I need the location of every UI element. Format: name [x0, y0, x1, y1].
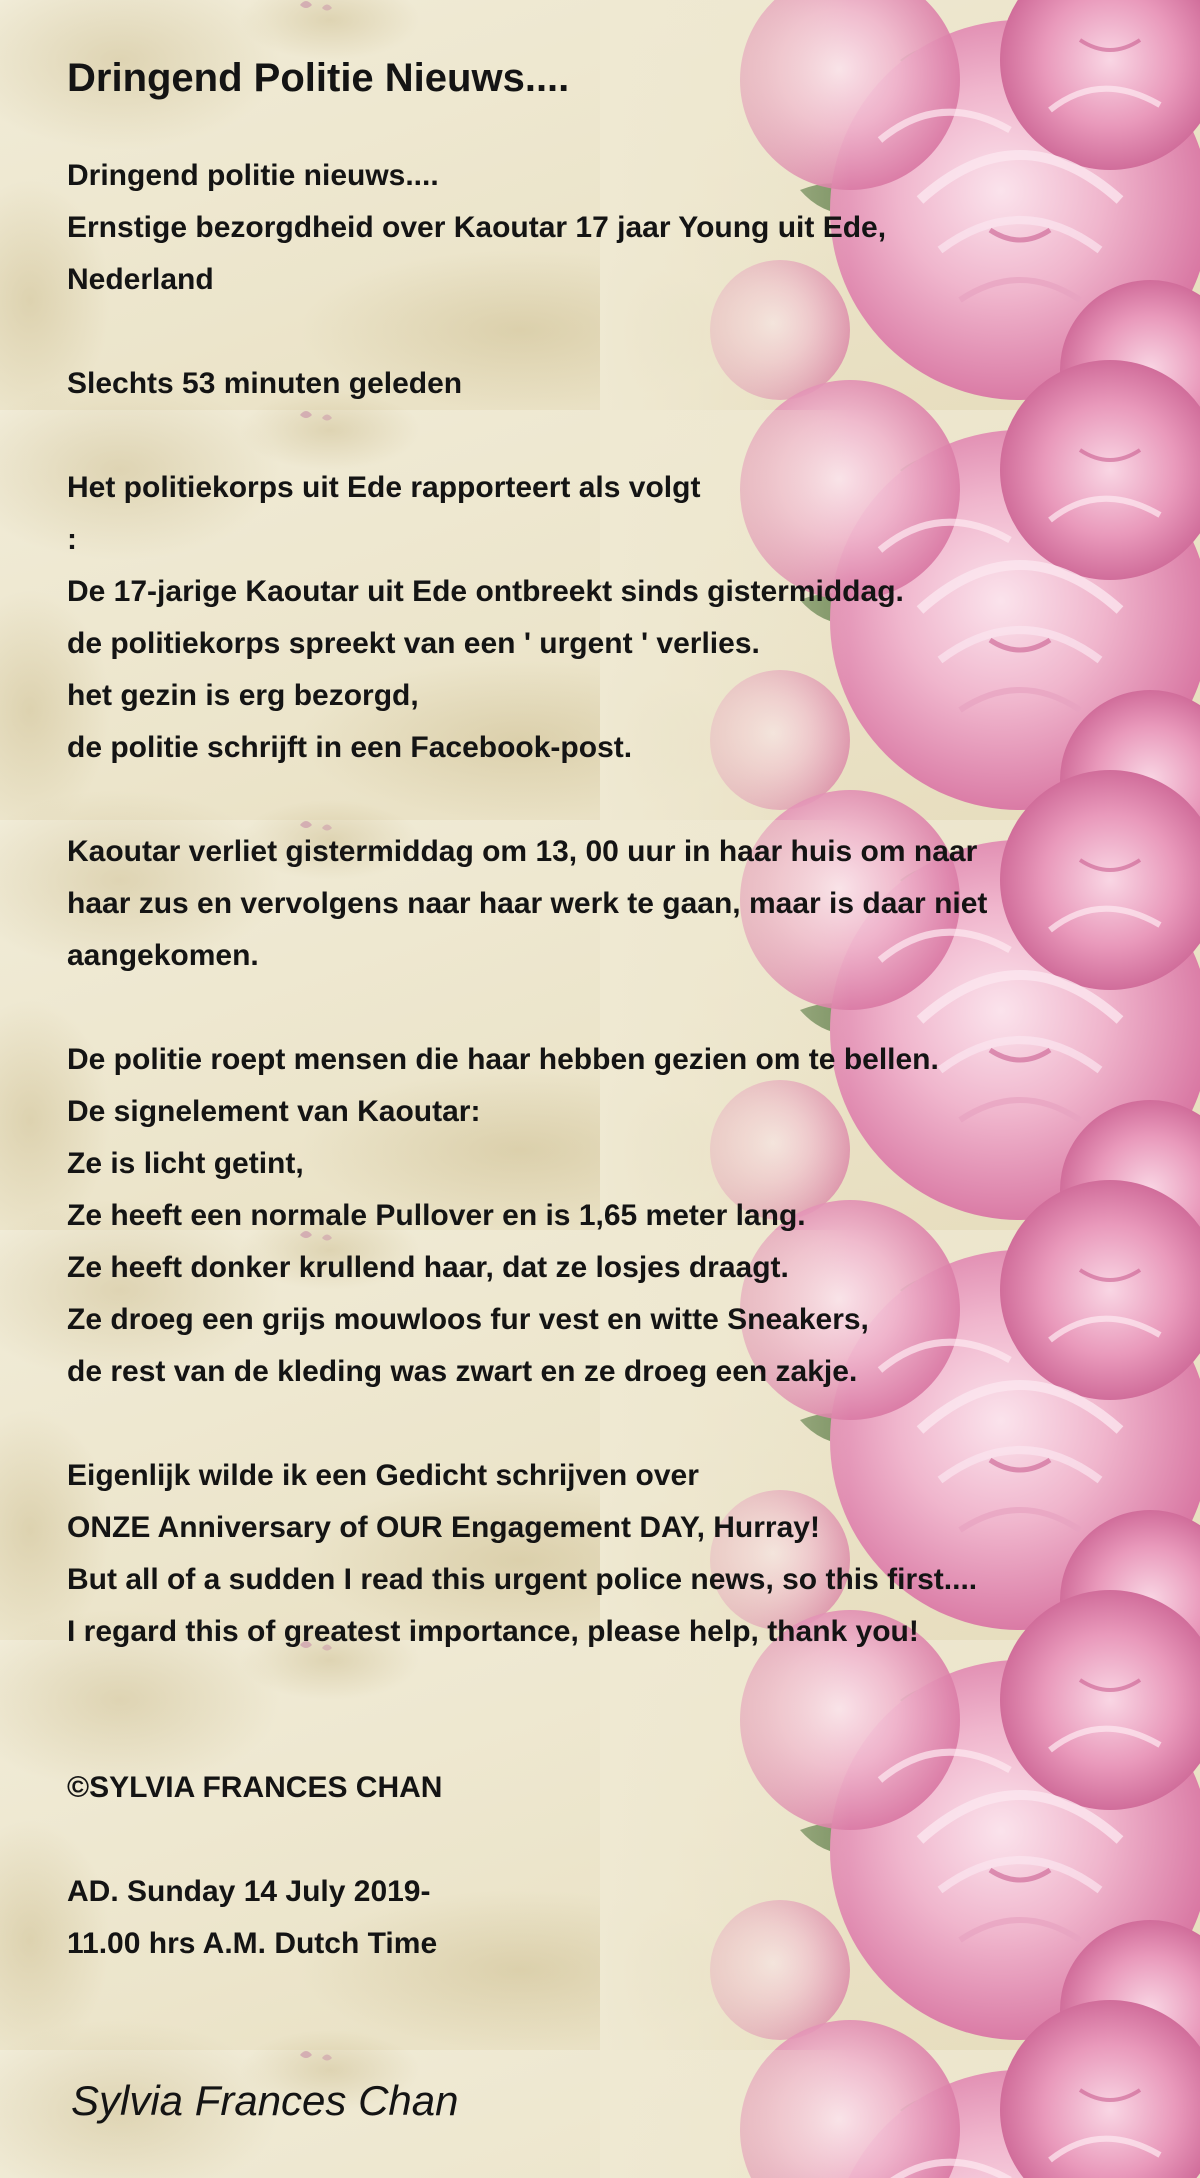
poem-line: Ze is licht getint, — [67, 1147, 304, 1180]
stanza-break — [67, 306, 1187, 358]
poem-line: Nederland — [67, 263, 214, 296]
poem-line: I regard this of greatest importance, please help, thank you! — [67, 1615, 919, 1648]
poem-line: 11.00 hrs A.M. Dutch Time — [67, 1927, 438, 1960]
stanza-break — [67, 1658, 1187, 1710]
poem-line: Dringend politie nieuws.... — [67, 159, 439, 192]
poem-line: Slechts 53 minuten geleden — [67, 367, 463, 400]
stanza-break — [67, 410, 1187, 462]
poem-line: Het politiekorps uit Ede rapporteert als volgt — [67, 471, 701, 504]
stanza-break — [67, 774, 1187, 826]
stanza-break — [67, 1710, 1187, 1762]
poem-line: het gezin is erg bezorgd, — [67, 679, 419, 712]
author-signature: Sylvia Frances Chan — [71, 2077, 459, 2124]
poem-line: De signelement van Kaoutar: — [67, 1095, 481, 1128]
stanza-break — [67, 982, 1187, 1034]
poem-line: Ernstige bezorgdheid over Kaoutar 17 jaar Young uit Ede, — [67, 211, 887, 244]
poem-title: Dringend Politie Nieuws.... — [67, 56, 570, 100]
poem-line: De 17-jarige Kaoutar uit Ede ontbreekt sinds gistermiddag. — [67, 575, 904, 608]
poem-body — [67, 150, 1187, 1970]
poem-line: De politie roept mensen die haar hebben gezien om te bellen. — [67, 1043, 939, 1076]
poem-line: Ze heeft donker krullend haar, dat ze losjes draagt. — [67, 1251, 789, 1284]
poem-line: Ze heeft een normale Pullover en is 1,65 meter lang. — [67, 1199, 806, 1232]
poem-line: aangekomen. — [67, 939, 259, 972]
poem-line: Eigenlijk wilde ik een Gedicht schrijven over — [67, 1459, 699, 1492]
poem-line: de politiekorps spreekt van een ' urgent ' verlies. — [67, 627, 760, 660]
poem-line: de rest van de kleding was zwart en ze droeg een zakje. — [67, 1355, 858, 1388]
poem-line: But all of a sudden I read this urgent police news, so this first.... — [67, 1563, 978, 1596]
poem-line: haar zus en vervolgens naar haar werk te gaan, maar is daar niet — [67, 887, 988, 920]
poem-line: de politie schrijft in een Facebook-post. — [67, 731, 633, 764]
poem-line: : — [67, 523, 77, 556]
poem-line: AD. Sunday 14 July 2019- — [67, 1875, 431, 1908]
poem-line: Ze droeg een grijs mouwloos fur vest en witte Sneakers, — [67, 1303, 869, 1336]
poem-line: Kaoutar verliet gistermiddag om 13, 00 uur in haar huis om naar — [67, 835, 978, 868]
poem-line: ONZE Anniversary of OUR Engagement DAY, Hurray! — [67, 1511, 820, 1544]
stanza-break — [67, 1398, 1187, 1450]
poem-line: ©SYLVIA FRANCES CHAN — [67, 1771, 443, 1804]
stanza-break — [67, 1814, 1187, 1866]
